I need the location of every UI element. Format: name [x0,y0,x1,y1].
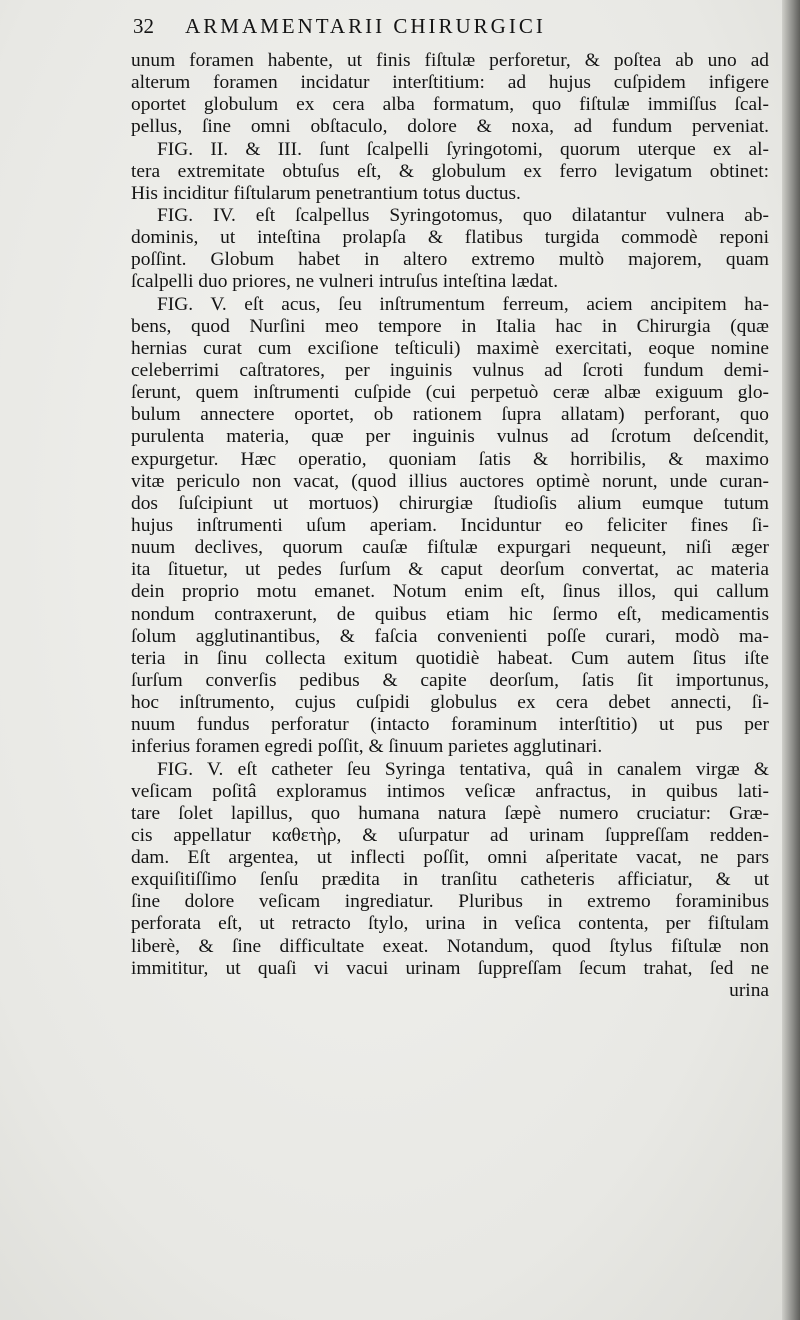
text-line: expurgetur. Hæc operatio, quoniam ſatis & horribilis, & maximo [131,448,769,470]
text-line: cis appellatur καθετὴρ, & uſurpatur ad urinam ſuppreſſam redden- [131,824,769,846]
running-header [133,14,773,44]
text-line: dos ſuſcipiunt ut mortuos) chirurgiæ ſtudioſis alium eumque tutum [131,492,769,514]
page-number: 32 [133,14,154,38]
text-line: hernias curat cum exciſione teſticuli) maximè exercitati, eoque nomine [131,337,769,359]
text-line: ſine dolore veſicam ingrediatur. Pluribus in extremo foraminibus [131,891,769,913]
text-line: pellus, ſine omni obſtaculo, dolore & noxa, ad fundum perveniat. [131,116,769,138]
text-line: purulenta materia, quæ per inguinis vulnus ad ſcrotum deſcendit, [131,426,769,448]
text-line: hoc inſtrumento, cujus cuſpidi globulus ex cera debet annecti, ſi- [131,692,769,714]
text-line: ſolum agglutinantibus, & faſcia convenienti poſſe curari, modò ma- [131,625,769,647]
text-line: unum foramen habente, ut finis fiſtulæ perforetur, & poſtea ab uno ad [131,50,769,71]
text-line: dein proprio motu emanet. Notum enim eſt, ſinus illos, qui callum [131,581,769,603]
text-line: FIG. V. eſt acus, ſeu inſtrumentum ferreum, aciem ancipitem ha- [157,293,769,315]
text-line: oportet globulum ex cera alba formatum, quo fiſtulæ immiſſus ſcal- [131,94,769,116]
text-line: dominis, ut inteſtina prolapſa & flatibus turgida commodè reponi [131,227,769,249]
body-text [131,50,769,1002]
text-line: ſurſum converſis pedibus & capite deorſum, ſatis ſit importunus, [131,669,769,691]
text-line: nuum declives, quorum cauſæ fiſtulæ expurgari nequeunt, niſi æger [131,537,769,559]
text-line: bens, quod Nurſini meo tempore in Italia hac in Chirurgia (quæ [131,315,769,337]
running-title: ARMAMENTARII CHIRURGICI [185,14,546,38]
text-line: poſſint. Globum habet in altero extremo multò majorem, quam [131,249,769,271]
text-line: His inciditur fiſtularum penetrantium totus ductus. [131,182,521,204]
text-line: perforata eſt, ut retracto ſtylo, urina in veſica contenta, per fiſtulam [131,913,769,935]
text-line: tare ſolet lapillus, quo humana natura ſæpè numero cruciatur: Græ- [131,802,769,824]
text-line: teria in ſinu collecta exitum quotidiè habeat. Cum autem ſitus iſte [131,647,769,669]
text-line: bulum annectere oportet, ob rationem ſupra allatam) perforant, quo [131,404,769,426]
text-line: ſerunt, quem inſtrumenti cuſpide (cui perpetuò ceræ albæ exiguum glo- [131,382,769,404]
text-line: exquiſitiſſimo ſenſu prædita in tranſitu catheteris afficiatur, & ut [131,869,769,891]
page-gutter-shadow [782,0,800,1320]
text-line: alterum foramen incidatur interſtitium: ad hujus cuſpidem infigere [131,72,769,94]
text-line: ſcalpelli duo priores, ne vulneri intruſus inteſtina lædat. [131,271,559,293]
text-line: veſicam poſitâ exploramus intimos veſicæ anfractus, in quibus lati- [131,780,769,802]
text-line: ita ſituetur, ut pedes ſurſum & caput deorſum convertat, ac materia [131,559,769,581]
text-line: FIG. V. eſt catheter ſeu Syringa tentativa, quâ in canalem virgæ & [157,758,769,780]
text-line: nondum contraxerunt, de quibus etiam hic ſermo eſt, medicamentis [131,603,769,625]
text-line: hujus inſtrumenti uſum aperiam. Inciduntur eo feliciter fines ſi- [131,514,769,536]
text-line: FIG. IV. eſt ſcalpellus Syringotomus, quo dilatantur vulnera ab- [157,204,769,226]
text-line: liberè, & ſine difficultate exeat. Notandum, quod ſtylus fiſtulæ non [131,935,769,957]
text-line: dam. Eſt argentea, ut inflecti poſſit, omni aſperitate vacat, ne pars [131,847,769,869]
text-line: immititur, ut quaſi vi vacui urinam ſuppreſſam ſecum trahat, ſed ne [131,957,769,979]
text-line: FIG. II. & III. ſunt ſcalpelli ſyringotomi, quorum uterque ex al- [157,138,769,160]
text-line: nuum fundus perforatur (intacto foraminum interſtitio) ut pus per [131,714,769,736]
text-line: inferius foramen egredi poſſit, & ſinuum parietes agglutinari. [131,736,603,758]
catchword: urina [729,979,769,1001]
text-line: tera extremitate obtuſus eſt, & globulum ex ferro levigatum obtinet: [131,160,769,182]
text-line: celeberrimi caſtratores, per inguinis vulnus ad ſcroti fundum demi- [131,359,769,381]
text-line: vitæ periculo non vacat, (quod illius auctores optimè norunt, unde curan- [131,470,769,492]
